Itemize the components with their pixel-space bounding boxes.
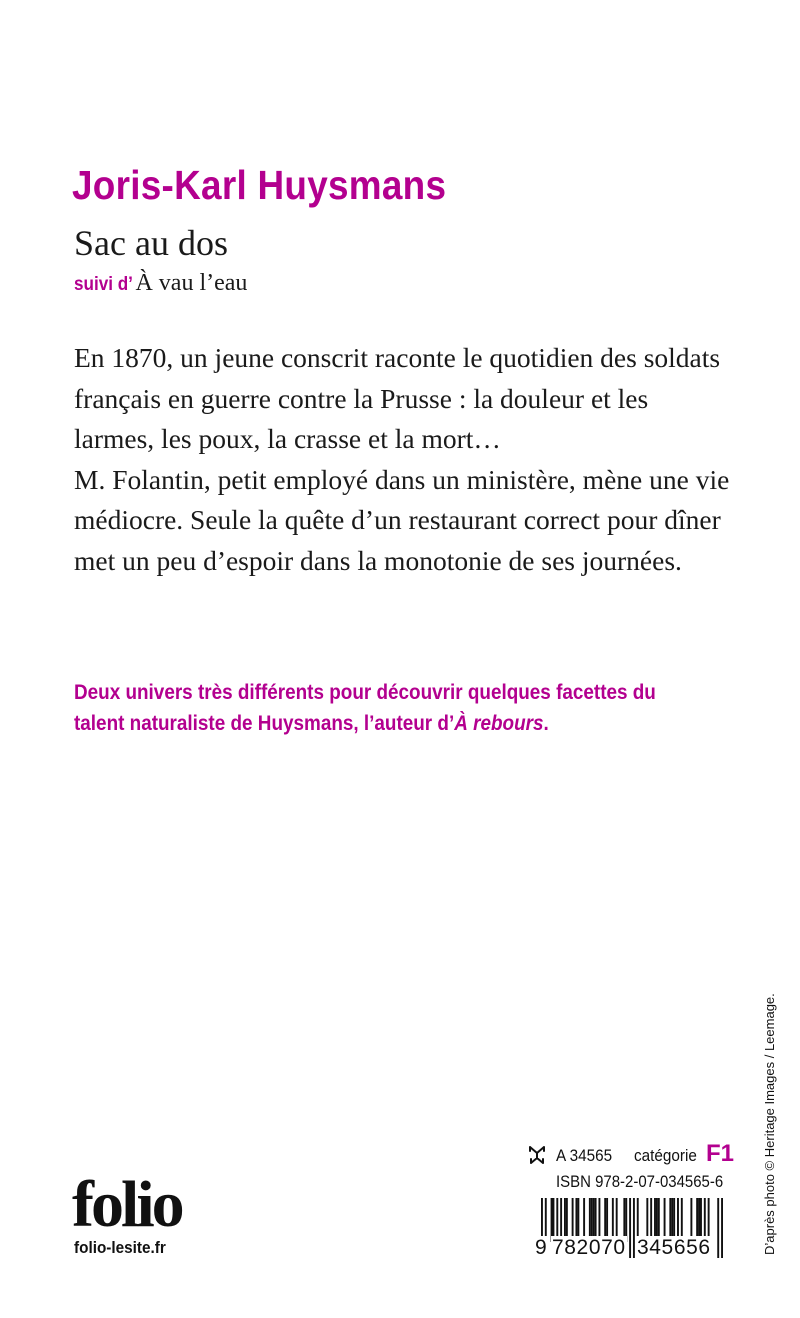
barcode-group-1: 782070 (552, 1236, 626, 1259)
subtitle-prefix: suivi d’ (74, 274, 133, 295)
author-name: Joris-Karl Huysmans (72, 162, 447, 208)
tagline-title: À rebours (454, 712, 544, 735)
summary-paragraph-2: M. Folantin, petit employé dans un ministère, mène une vie médiocre. Seule la quête d’un restaurant correct pour dîner met un peu d’espoir dans la monotonie de ses journées. (74, 463, 730, 576)
photo-credit: D’après photo © Heritage Images / Leemage. (762, 993, 777, 1255)
barcode-lead-digit: 9 (535, 1236, 547, 1259)
barcode-digits (534, 1236, 730, 1268)
category-code: F1 (706, 1140, 735, 1167)
subtitle-work: À vau l’eau (135, 270, 248, 296)
catalog-info (526, 1140, 735, 1170)
publisher-website: folio-lesite.fr (74, 1238, 166, 1257)
catalog-number: A 34565 (556, 1146, 613, 1165)
isbn: ISBN 978-2-07-034565-6 (556, 1172, 724, 1191)
subtitle (74, 270, 247, 297)
summary (74, 338, 734, 581)
tagline (74, 677, 704, 739)
tagline-text: Deux univers très différents pour découvrir quelques facettes du talent naturaliste de Huysmans, l’auteur d’ (74, 681, 656, 735)
book-title: Sac au dos (74, 223, 228, 263)
tagline-end: . (543, 712, 549, 735)
gallimard-logo-icon (526, 1144, 548, 1166)
summary-paragraph-1: En 1870, un jeune conscrit raconte le quotidien des soldats français en guerre contre la Prusse : la douleur et les larmes, les poux, la crasse et la mort… (74, 342, 721, 454)
barcode-group-2: 345656 (637, 1236, 711, 1259)
folio-logo: folio (72, 1168, 182, 1241)
category-label: catégorie (634, 1146, 697, 1165)
